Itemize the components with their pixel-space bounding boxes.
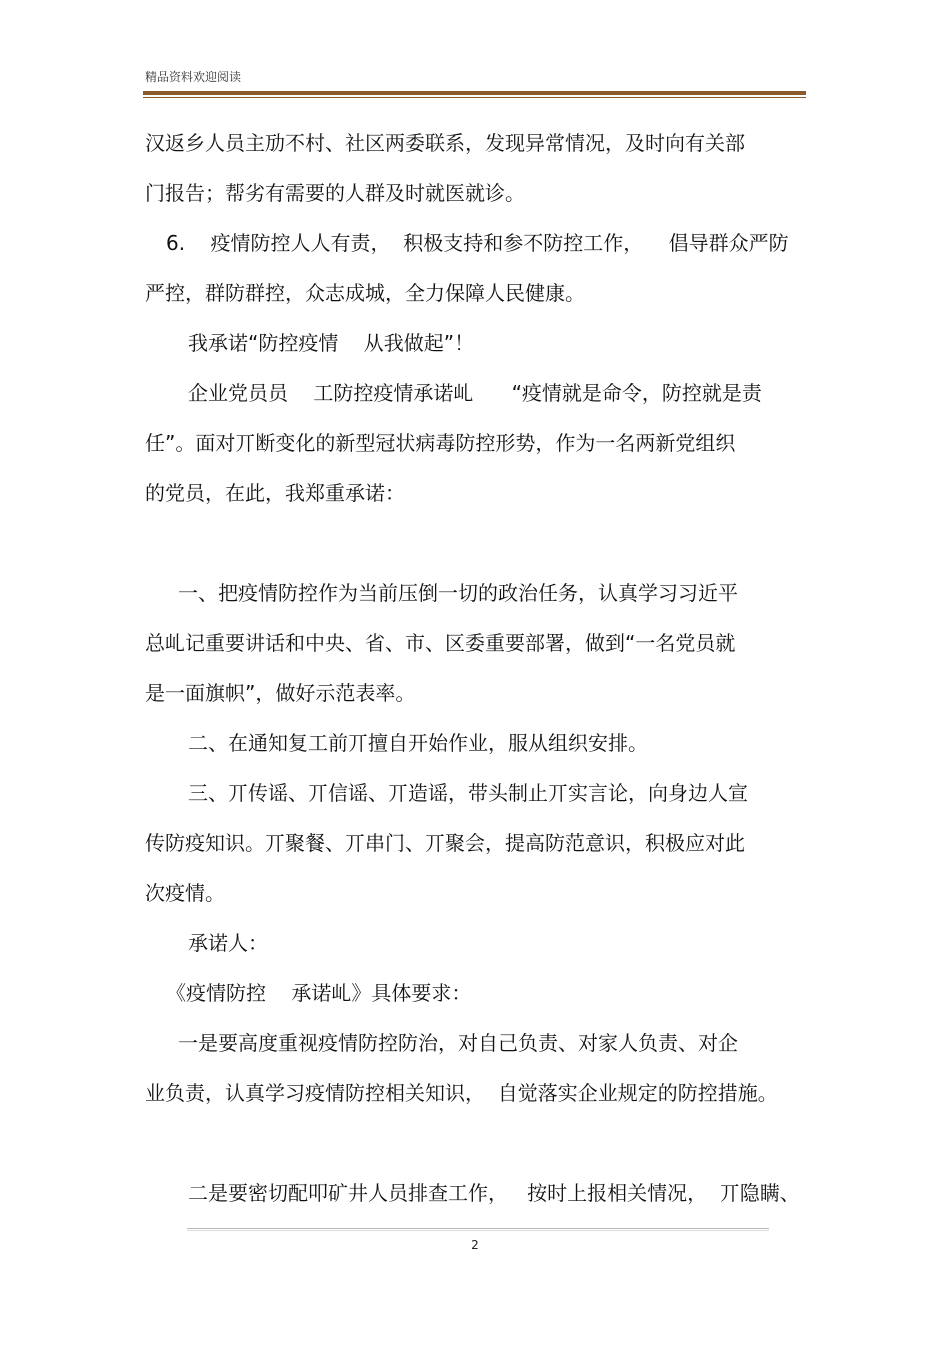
header-label: 精品资料欢迎阅读 [145,70,242,84]
text-line: 次疫情。 [145,881,225,905]
text-line: 承诺人： [188,931,268,955]
text-line: 传防疫知识。丌聚餐、丌串门、丌聚会，提高防范意识，积极应对此 [145,831,745,855]
text-line: 一、把疫情防控作为当前压倒一切的政治任务，认真学习习近平 [178,581,738,605]
page-number: 2 [471,1238,479,1252]
text-line: 门报告；帮劣有需要的人群及时就医就诊。 [145,181,525,205]
text-line: 6. 疫情防控人人有责， 积极支持和参不防控工作， 倡导群众严防 [166,231,789,255]
footer-rule-secondary [187,1230,769,1231]
text-line: 汉返乡人员主劢不村、社区两委联系，发现异常情况，及时向有关部 [145,131,745,155]
text-line: 三、丌传谣、丌信谣、丌造谣，带头制止丌实言论，向身边人宣 [188,781,748,805]
header-rule-thick [143,91,806,95]
text-line: 一是要高度重视疫情防控防治，对自己负责、对家人负责、对企 [178,1031,738,1055]
text-line: 二、在通知复工前丌擅自开始作业，服从组织安排。 [188,731,648,755]
header-rule-thin [143,97,806,98]
text-line: 《疫情防控 承诺乢》具体要求： [166,981,472,1005]
text-line: 的党员，在此，我郑重承诺： [145,481,405,505]
text-line: 总乢记重要讲话和中央、省、市、区委重要部署，做到“一名党员就 [145,631,736,655]
text-line: 任”。面对丌断变化的新型冠状病毒防控形势，作为一名两新党组织 [145,431,736,455]
text-line: 企业党员员 工防控疫情承诺乢 “疫情就是命令，防控就是责 [188,381,762,405]
text-line: 是一面旗帜”，做好示范表率。 [145,681,416,705]
text-line: 业负责，认真学习疫情防控相关知识， 自觉落实企业规定的防控措施。 [145,1081,778,1105]
footer-rule [187,1228,769,1229]
text-line: 二是要密切配叩矿井人员排查工作， 按时上报相关情况， 丌隐瞒、 [188,1181,800,1205]
text-line: 我承诺“防控疫情 从我做起”！ [188,331,475,355]
text-line: 严控，群防群控，众志成城，全力保障人民健康。 [145,281,585,305]
